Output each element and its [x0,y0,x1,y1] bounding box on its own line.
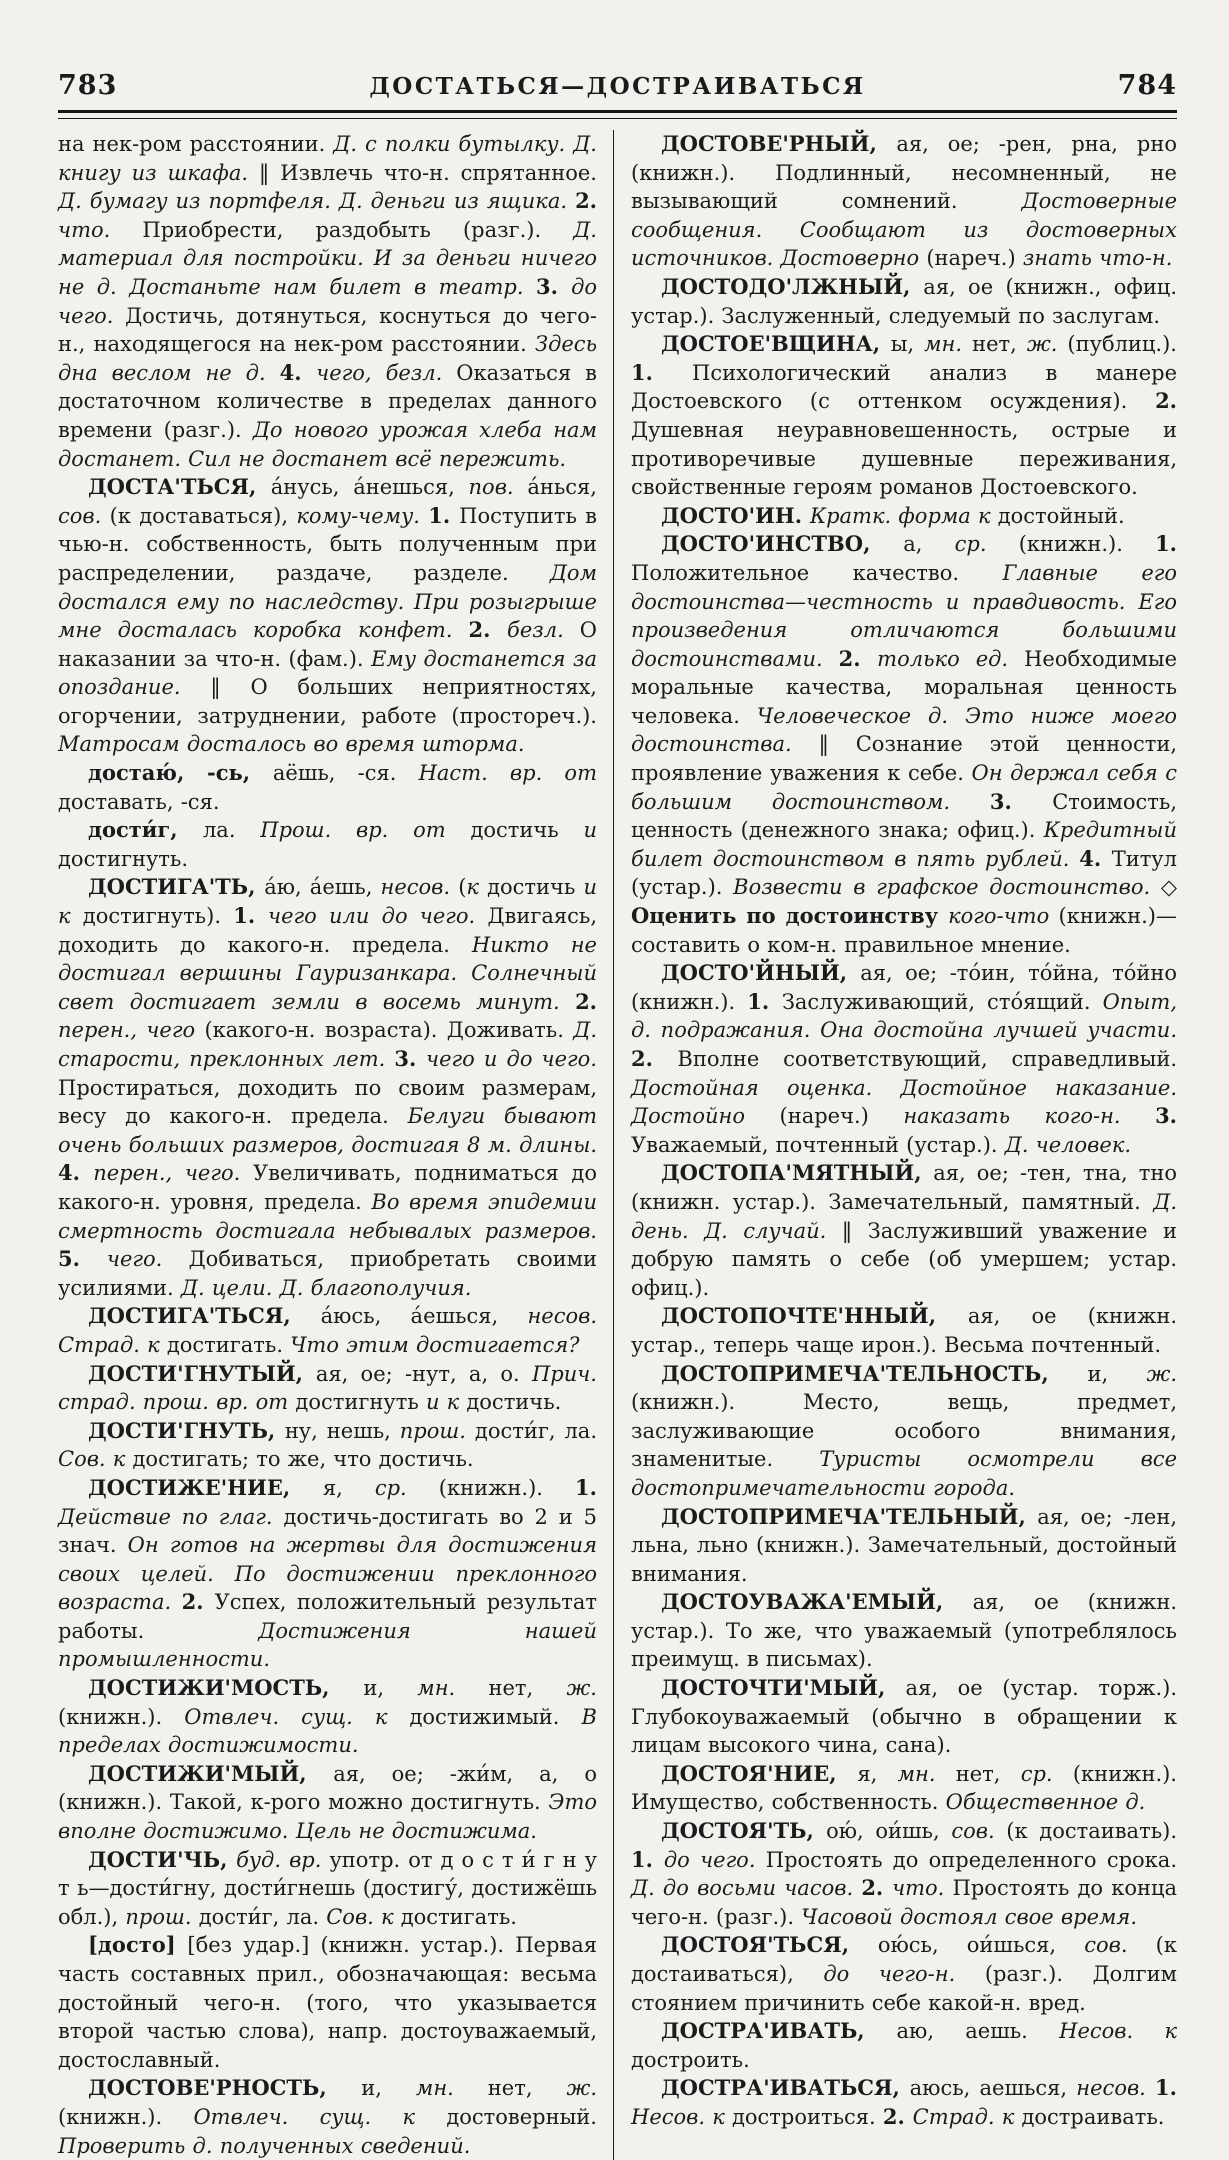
page-number-right: 784 [1117,70,1177,101]
entry-dostochtimy: ДОСТОЧТИ'МЫЙ, ая, ое (устар. торж.). Глубокоуважаемый (обычно в обращении к лицам высокого чина, сана). [631,1675,1177,1758]
entry-dostatsya: ДОСТА'ТЬСЯ, а́нусь, а́нешься, пов. а́нься, сов. (к доставаться), кому-чему. 1. Поступить в чью-н. собственность, быть полученным при распределении, раздаче, разделе. Дом достался ему по наследству. При розыгрыше мне досталась коробка конфет. 2. безл. О наказании за что-н. (фам.). Ему достанется за опоздание. ‖ О больших неприятностях, огорчении, затруднении, работе (простореч.). Матросам досталось во время шторма. [58,474,598,757]
entry-dostouvazhaemy: ДОСТОУВАЖА'ЕМЫЙ, ая, ое (книжн. устар.). То же, что уважаемый (употреблялось преимущ. в письмах). [631,1589,1178,1672]
entry-dostizhenie: ДОСТИЖЕ'НИЕ, я, ср. (книжн.). 1. Действие по глаг. достичь-достигать во 2 и 5 знач. Он готов на жертвы для достижения своих целей. По достижении преклонного возраста. 2. Успех, положительный результат работы. Достижения нашей промышленности. [58,1474,598,1672]
entry-dostraivat: ДОСТРА'ИВАТЬ, аю, аешь. Несов. к достроить. [631,2018,1178,2072]
entry-dostich: ДОСТИ'ЧЬ, буд. вр. употр. от д о с т и́ г н у т ь—дости́гну, дости́гнешь (достигу́, достижёшь обл.), прош. дости́г, ла. Сов. к достигать. [58,1846,598,1929]
entry-dostodolzhny: ДОСТОДО'ЛЖНЫЙ, ая, ое (книжн., офиц. устар.). Заслуженный, следуемый по заслугам. [631,273,1177,328]
entry-dostat-continuation: на нек-ром расстоянии. Д. с полки бутылку. Д. книгу из шкафа. ‖ Извлечь что-н. спрятанное. Д. бумагу из портфеля. Д. деньги из ящика. 2. что. Приобрести, раздобыть (разг.). Д. материал для постройки. И за деньги ничего не д. Достаньте нам билет в театр. 3. до чего. Достичь, дотянуться, коснуться до чего-н., находящегося на нек-ром расстоянии. Здесь дна веслом не д. 4. чего, безл. Оказаться в достаточном количестве в пределах данного времени (разг.). До нового урожая хлеба нам достанет. Сил не достанет всё пережить. [58,132,598,471]
entry-dostizhimost: ДОСТИЖИ'МОСТЬ, и, мн. нет, ж. (книжн.). Отвлеч. сущ. к достижимый. В пределах достижимости. [58,1675,597,1758]
page-number-left: 783 [58,70,118,101]
entry-dostignut: ДОСТИ'ГНУТЬ, ну, нешь, прош. дости́г, ла. Сов. к достигать; то же, что достичь. [58,1417,598,1472]
entry-dostignuty: ДОСТИ'ГНУТЫЙ, ая, ое; -нут, а, о. Прич. страд. прош. вр. от достигнуть и к достичь. [58,1360,597,1415]
entry-dostigatsya: ДОСТИГА'ТЬСЯ, а́юсь, а́ешься, несов. Страд. к достигать. Что этим достигается? [58,1303,597,1357]
entry-dostoyatsya: ДОСТОЯ'ТЬСЯ, ою́сь, ои́шься, сов. (к достаиваться), до чего-н. (разг.). Долгим стоянием причинить себе какой-н. вред. [631,1932,1177,2015]
form-dostayu: достаю́, -сь, аёшь, -ся. Наст. вр. от доставать, -ся. [58,760,597,814]
header-rule [58,110,1177,119]
entry-dostoevshchina: ДОСТОЕ'ВЩИНА, ы, мн. нет, ж. (публиц.). 1. Психологический анализ в манере Достоевского (с оттенком осуждения). 2. Душевная неуравновешенность, острые и противоречивые душевные переживания, свойственные героям романов Достоевского. [631,331,1178,500]
right-column [614,130,1177,2160]
left-column [58,130,614,2160]
entry-dosto-prefix: [досто] [без удар.] (книжн. устар.). Первая часть составных прил., обозначающая: весьма достойный чего-н. (того, что указывается второй частью слова), напр. достоуважаемый, достославный. [58,1932,597,2072]
entry-dostoyanie: ДОСТОЯ'НИЕ, я, мн. нет, ср. (книжн.). Имущество, собственность. Общественное д. [631,1760,1177,1815]
entry-dostigat: ДОСТИГА'ТЬ, а́ю, а́ешь, несов. (к достичь и к достигнуть). 1. чего или до чего. Двигаясь, доходить до какого-н. предела. Никто не достигал вершины Гауризанкара. Солнечный свет достигает земли в восемь минут. 2. перен., чего (какого-н. возраста). Доживать. Д. старости, преклонных лет. 3. чего и до чего. Простираться, доходить по своим размерам, весу до какого-н. предела. Белуги бывают очень больших размеров, достигая 8 м. длины. 4. перен., чего. Увеличивать, подниматься до какого-н. уровня, предела. Во время эпидемии смертность достигала небывалых размеров. 5. чего. Добиваться, приобретать своими усилиями. Д. цели. Д. благополучия. [58,874,598,1300]
entry-dostovernost: ДОСТОВЕ'РНОСТЬ, и, мн. нет, ж. (книжн.). Отвлеч. сущ. к достоверный. Проверить д. полученных сведений. [58,2075,597,2158]
entry-dostizhimy: ДОСТИЖИ'МЫЙ, ая, ое; -жи́м, а, о (книжн.). Такой, к-рого можно достигнуть. Это вполне достижимо. Цель не достижима. [58,1760,597,1844]
entry-dostoyny: ДОСТО'ЙНЫЙ, ая, ое; -то́ин, то́йна, то́йно (книжн.). 1. Заслуживающий, сто́ящий. Опыт, д. подражания. Она достойна лучшей участи. 2. Вполне соответствующий, справедливый. Достойная оценка. Достойное наказание. Достойно (нареч.) наказать кого-н. 3. Уважаемый, почтенный (устар.). Д. человек. [631,960,1177,1157]
entry-dostopochtenny: ДОСТОПОЧТЕ'ННЫЙ, ая, ое (книжн. устар., теперь чаще ирон.). Весьма почтенный. [631,1303,1177,1357]
entry-dostopamyatny: ДОСТОПА'МЯТНЫЙ, ая, ое; -тен, тна, тно (книжн. устар.). Замечательный, памятный. Д. день. Д. случай. ‖ Заслуживший уважение и добрую память о себе (об умершем; устар. офиц.). [631,1160,1177,1300]
text-columns [58,130,1177,2160]
entry-dostoverny: ДОСТОВЕ'РНЫЙ, ая, ое; -рен, рна, рно (книжн.). Подлинный, несомненный, не вызывающий сомнений. Достоверные сообщения. Сообщают из достоверных источников. Достоверно (нареч.) знать что-н. [631,131,1177,271]
entry-dostoyat: ДОСТОЯ'ТЬ, ою́, ои́шь, сов. (к достаивать). 1. до чего. Простоять до определенного срока. Д. до восьми часов. 2. что. Простоять до конца чего-н. (разг.). Часовой достоял свое время. [631,1818,1177,1929]
running-head: ДОСТАТЬСЯ—ДОСТРАИВАТЬСЯ [369,73,866,100]
entry-dostoprimechatelny: ДОСТОПРИМЕЧА'ТЕЛЬНЫЙ, ая, ое; -лен, льна, льно (книжн.). Замечательный, достойный внимания. [631,1503,1177,1586]
entry-dostoinstvo: ДОСТО'ИНСТВО, а, ср. (книжн.). 1. Положительное качество. Главные его достоинства—честность и правдивость. Его произведения отличаются большими достоинствами. 2. только ед. Необходимые моральные качества, моральная ценность человека. Человеческое д. Это ниже моего достоинства. ‖ Сознание этой ценности, проявление уважения к себе. Он держал себя с большим достоинством. 3. Стоимость, ценность (денежного знака; офиц.). Кредитный билет достоинством в пять рублей. 4. Титул (устар.). Возвести в графское достоинство. ◇ Оценить по достоинству кого-что (книжн.)—составить о ком-н. правильное мнение. [631,531,1178,957]
form-dostig: дости́г, ла. Прош. вр. от достичь и достигнуть. [58,817,597,871]
entry-dostraivatsya: ДОСТРА'ИВАТЬСЯ, аюсь, аешься, несов. 1. Несов. к достроиться. 2. Страд. к достраивать. [631,2075,1177,2129]
entry-dostoin: ДОСТО'ИН. Кратк. форма к достойный. [661,502,1125,528]
page-header [58,70,1177,101]
entry-dostoprimechatelnost: ДОСТОПРИМЕЧА'ТЕЛЬНОСТЬ, и, ж. (книжн.). Место, вещь, предмет, заслуживающие особого внимания, знаменитые. Туристы осмотрели все достопримечательности города. [631,1360,1177,1500]
